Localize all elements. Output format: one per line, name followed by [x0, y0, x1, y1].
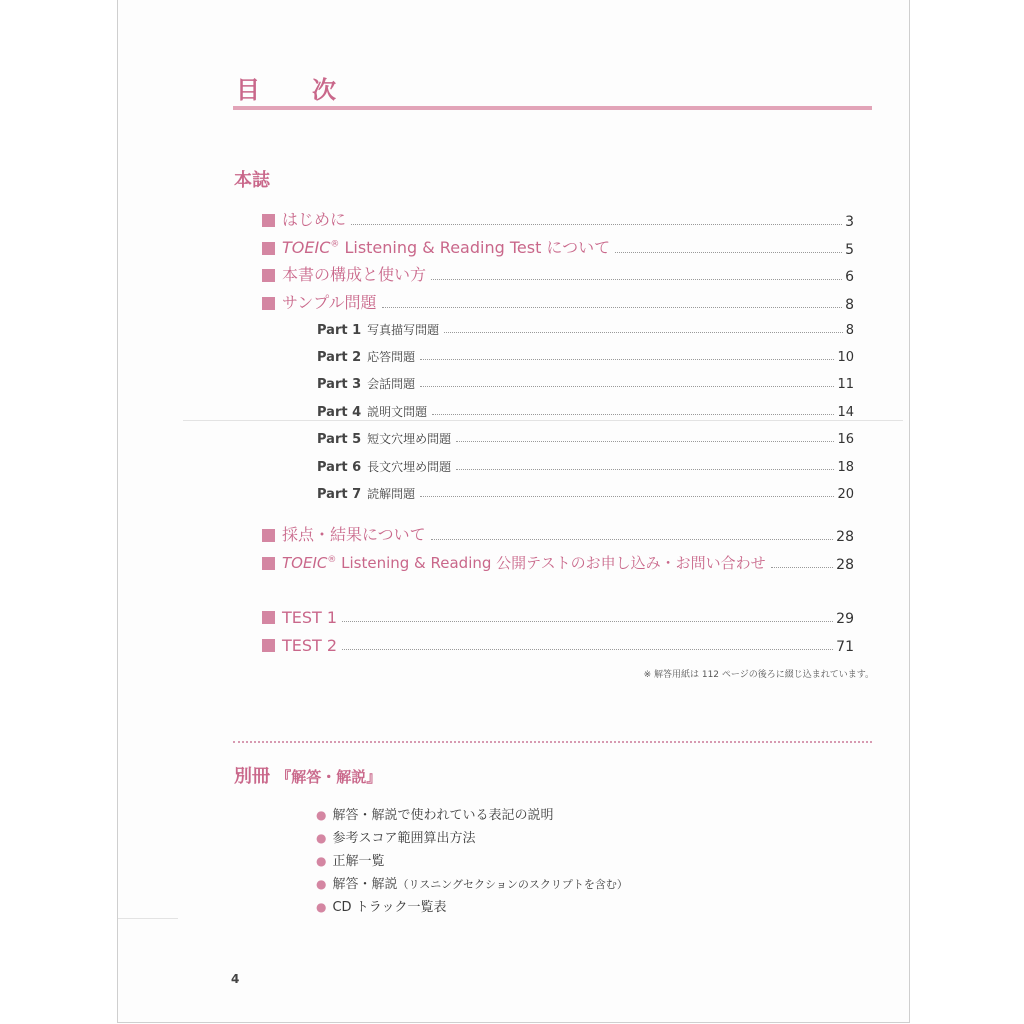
square-bullet-icon — [262, 529, 275, 542]
dot-leader — [420, 496, 834, 497]
toc-page-number: 29 — [836, 611, 854, 627]
toc-entry-label — [282, 235, 610, 258]
toc-entry-label: 採点・結果について — [282, 525, 426, 544]
toc-entry-label: サンプル問題 — [282, 293, 377, 312]
toc-page-number: 6 — [845, 269, 854, 285]
square-bullet-icon — [262, 611, 275, 624]
part-title: 応答問題 — [367, 350, 416, 364]
toc-entry-label — [317, 321, 439, 338]
toc-entry-label — [317, 348, 415, 365]
toc-entry-part-6[interactable] — [317, 457, 854, 475]
toc-page-number: 5 — [845, 242, 854, 258]
dot-leader — [431, 279, 842, 280]
toc-page-number: 71 — [836, 639, 854, 655]
supplement-item — [316, 804, 554, 823]
dot-bullet-icon: ● — [316, 877, 327, 891]
part-title: 読解問題 — [367, 487, 416, 501]
dot-leader — [444, 332, 843, 333]
dot-bullet-icon: ● — [316, 854, 327, 868]
part-number: Part 1 — [317, 323, 362, 338]
dot-leader — [420, 386, 834, 387]
supplement-subheading: 『解答・解説』 — [276, 768, 382, 786]
toc-entry-label — [317, 485, 415, 502]
toc-entry-part-4[interactable] — [317, 402, 854, 420]
part-number: Part 4 — [317, 405, 362, 420]
page-number: 4 — [231, 972, 240, 986]
supplement-item — [316, 827, 476, 846]
dot-leader — [351, 224, 842, 225]
dot-leader — [382, 307, 843, 308]
toc-entry-public-test[interactable] — [262, 551, 854, 573]
toc-entry-label — [282, 552, 766, 573]
toc-entry-label-rest: Listening & Reading 公開テストのお申し込み・お問い合わせ — [336, 554, 766, 572]
part-number: Part 2 — [317, 350, 362, 365]
toc-page-number: 28 — [836, 529, 854, 545]
toc-entry-part-2[interactable] — [317, 347, 854, 365]
toc-entry-scoring[interactable] — [262, 523, 854, 545]
scan-artifact-line — [118, 918, 178, 919]
square-bullet-icon — [262, 557, 275, 570]
dot-leader — [342, 649, 833, 650]
part-title: 短文穴埋め問題 — [367, 432, 452, 446]
registered-mark: ® — [330, 239, 340, 250]
square-bullet-icon — [262, 639, 275, 652]
part-number: Part 5 — [317, 432, 362, 447]
toc-page-number: 14 — [837, 405, 854, 420]
dot-leader — [771, 567, 834, 568]
toc-page-number: 28 — [836, 557, 854, 573]
title-underline — [233, 106, 872, 110]
part-title: 会話問題 — [367, 377, 416, 391]
supplement-item — [316, 850, 385, 869]
answer-sheet-note: ※ 解答用紙は 112 ページの後ろに綴じ込まれています。 — [643, 670, 874, 680]
toeic-wordmark: TOEIC — [282, 554, 328, 572]
toc-entry-label: TEST 2 — [282, 636, 338, 655]
toc-page-number: 8 — [845, 323, 854, 338]
toc-entry-label — [317, 403, 427, 420]
registered-mark: ® — [327, 555, 337, 565]
toc-entry-part-1[interactable] — [317, 320, 854, 338]
page-title: 目 次 — [236, 76, 350, 104]
toc-page-number: 10 — [837, 350, 854, 365]
square-bullet-icon — [262, 242, 275, 255]
toc-page-number: 20 — [837, 487, 854, 502]
scan-artifact-line — [183, 420, 903, 421]
dot-leader — [432, 414, 834, 415]
part-title: 長文穴埋め問題 — [367, 460, 452, 474]
section-heading-supplement — [234, 762, 381, 788]
toc-entry-label: TEST 1 — [282, 608, 338, 627]
supplement-item-text: CD トラック一覧表 — [332, 900, 447, 915]
supplement-item — [316, 896, 446, 915]
dot-leader — [456, 469, 834, 470]
supplement-item-text: 解答・解説 — [332, 877, 398, 892]
supplement-item-text: 参考スコア範囲算出方法 — [332, 831, 476, 846]
toc-entry-label — [317, 375, 415, 392]
toc-entry-part-5[interactable] — [317, 429, 854, 447]
toc-entry-label: はじめに — [282, 210, 347, 229]
square-bullet-icon — [262, 269, 275, 282]
toc-entry-how-to-use[interactable] — [262, 263, 854, 285]
toc-entry-sample-questions[interactable] — [262, 291, 854, 313]
dot-bullet-icon: ● — [316, 831, 327, 845]
part-number: Part 3 — [317, 377, 362, 392]
part-number: Part 6 — [317, 460, 362, 475]
toc-entry-part-3[interactable] — [317, 374, 854, 392]
toc-entry-about-toeic[interactable] — [262, 236, 854, 258]
section-divider — [233, 741, 872, 743]
toc-entry-intro[interactable] — [262, 208, 854, 230]
part-number: Part 7 — [317, 487, 362, 502]
section-heading-main: 本誌 — [234, 170, 270, 191]
supplement-item-text: 解答・解説で使われている表記の説明 — [332, 808, 554, 823]
toc-page-number: 3 — [845, 214, 854, 230]
dot-leader — [420, 359, 834, 360]
dot-leader — [615, 252, 842, 253]
part-title: 写真描写問題 — [367, 323, 440, 337]
part-title: 説明文問題 — [367, 405, 428, 419]
toeic-wordmark: TOEIC — [282, 238, 331, 257]
dot-bullet-icon: ● — [316, 900, 327, 914]
dot-bullet-icon: ● — [316, 808, 327, 822]
supplement-item-note: （リスニングセクションのスクリプトを含む） — [397, 878, 628, 891]
toc-page-number: 16 — [837, 432, 854, 447]
dot-leader — [342, 621, 833, 622]
dot-leader — [456, 441, 834, 442]
supplement-item-text: 正解一覧 — [332, 854, 385, 869]
dot-leader — [431, 539, 833, 540]
toc-page-number: 11 — [837, 377, 854, 392]
toc-entry-label-rest: Listening & Reading Test について — [339, 238, 611, 257]
toc-page-number: 8 — [845, 297, 854, 313]
supplement-item — [316, 873, 628, 892]
toc-entry-label: 本書の構成と使い方 — [282, 265, 427, 284]
toc-page-number: 18 — [837, 460, 854, 475]
toc-entry-label — [317, 458, 451, 475]
square-bullet-icon — [262, 214, 275, 227]
square-bullet-icon — [262, 297, 275, 310]
toc-entry-test-2[interactable] — [262, 633, 854, 655]
supplement-heading: 別冊 — [234, 766, 270, 787]
toc-entry-label — [317, 430, 451, 447]
document-page — [117, 0, 910, 1023]
toc-entry-part-7[interactable] — [317, 484, 854, 502]
toc-entry-test-1[interactable] — [262, 605, 854, 627]
